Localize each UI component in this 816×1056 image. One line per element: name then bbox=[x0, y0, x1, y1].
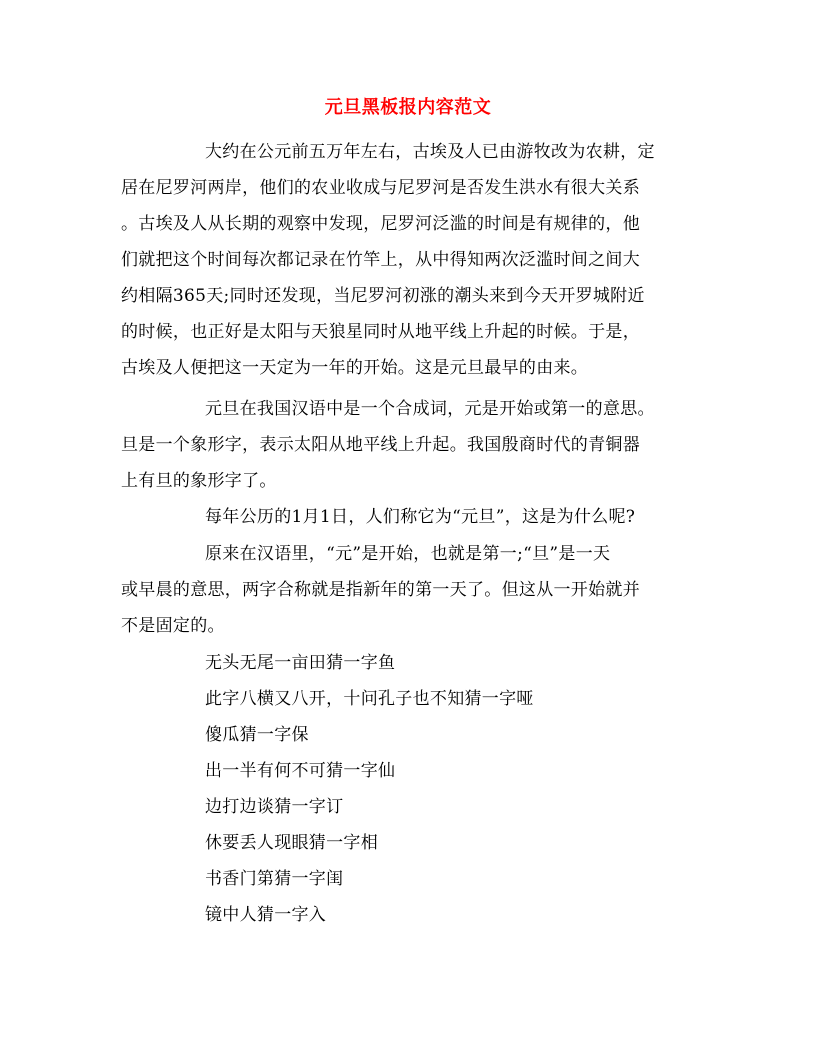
paragraph-line: 约相隔365天;同时还发现，当尼罗河初涨的潮头来到今天开罗城附近 bbox=[121, 286, 645, 306]
paragraph-line: 元旦在我国汉语中是一个合成词，元是开始或第一的意思。 bbox=[205, 399, 655, 419]
paragraph-line: 原来在汉语里，“元”是开始，也就是第一;“旦”是一天 bbox=[205, 544, 611, 564]
riddle-item: 边打边谈猜一字订 bbox=[205, 797, 344, 817]
document-title: 元旦黑板报内容范文 bbox=[324, 97, 492, 118]
riddle-item: 出一半有何不可猜一字仙 bbox=[205, 761, 396, 781]
riddle-item: 傻瓜猜一字保 bbox=[205, 725, 309, 745]
paragraph-line: 或早晨的意思，两字合称就是指新年的第一天了。但这从一开始就并 bbox=[121, 580, 640, 600]
paragraph-line: 上有旦的象形字了。 bbox=[121, 471, 277, 491]
riddle-item: 书香门第猜一字闺 bbox=[205, 869, 344, 889]
riddle-item: 休要丢人现眼猜一字相 bbox=[205, 833, 378, 853]
paragraph-line: 每年公历的1月1日，人们称它为“元旦”，这是为什么呢? bbox=[205, 507, 636, 527]
paragraph-line: 不是固定的。 bbox=[121, 616, 225, 636]
riddle-item: 此字八横又八开，十问孔子也不知猜一字哑 bbox=[205, 689, 534, 709]
paragraph-line: 旦是一个象形字，表示太阳从地平线上升起。我国殷商时代的青铜器 bbox=[121, 435, 640, 455]
riddle-item: 无头无尾一亩田猜一字鱼 bbox=[205, 653, 396, 673]
paragraph-line: 的时候，也正好是太阳与天狼星同时从地平线上升起的时候。于是， bbox=[121, 322, 640, 342]
paragraph-line: 。古埃及人从长期的观察中发现，尼罗河泛滥的时间是有规律的，他 bbox=[121, 214, 640, 234]
paragraph-line: 古埃及人便把这一天定为一年的开始。这是元旦最早的由来。 bbox=[121, 358, 589, 378]
paragraph-line: 大约在公元前五万年左右，古埃及人已由游牧改为农耕，定 bbox=[205, 142, 655, 162]
riddle-item: 镜中人猜一字入 bbox=[205, 905, 327, 925]
paragraph-line: 居在尼罗河两岸，他们的农业收成与尼罗河是否发生洪水有很大关系 bbox=[121, 178, 640, 198]
paragraph-line: 们就把这个时间每次都记录在竹竿上，从中得知两次泛滥时间之间大 bbox=[121, 250, 640, 270]
